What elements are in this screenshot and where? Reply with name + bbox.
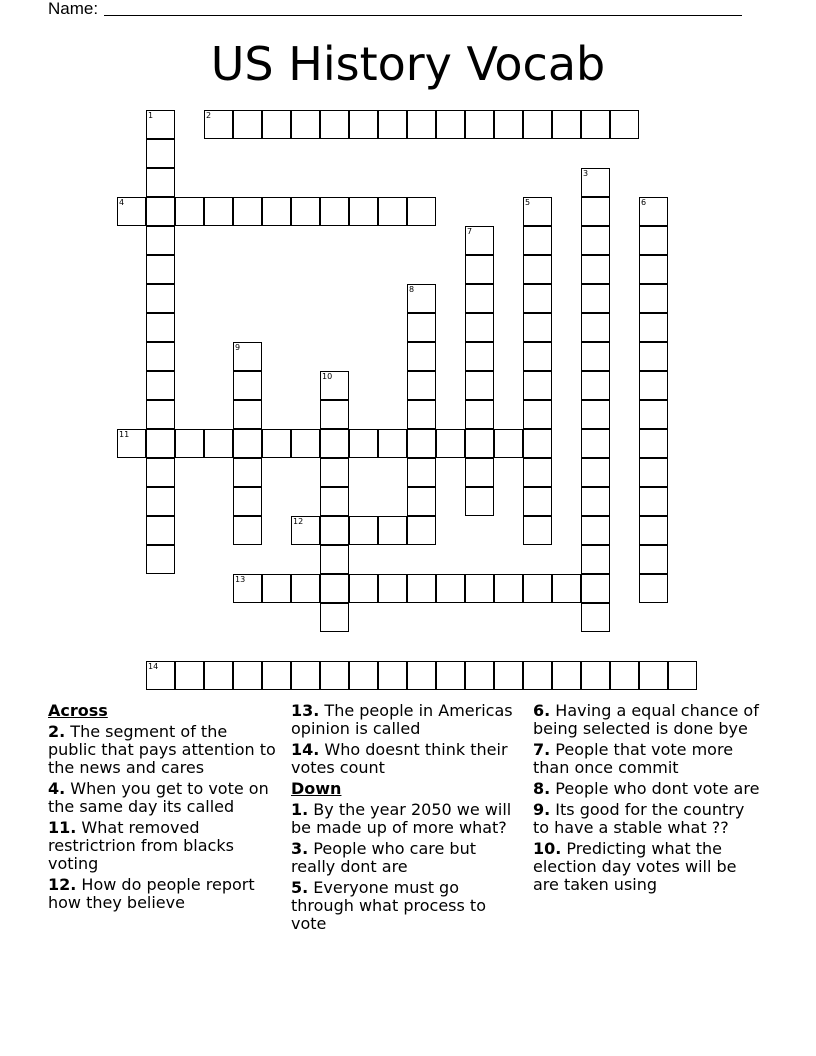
grid-cell[interactable] (349, 110, 378, 139)
grid-cell[interactable] (291, 197, 320, 226)
grid-cell[interactable] (610, 661, 639, 690)
grid-cell[interactable] (146, 197, 175, 226)
grid-cell[interactable] (581, 603, 610, 632)
grid-cell[interactable] (523, 458, 552, 487)
grid-cell[interactable] (581, 197, 610, 226)
clue-down-6: 6. Having a equal chance of being selected is done bye (533, 701, 759, 738)
grid-cell[interactable] (494, 574, 523, 603)
grid-cell[interactable] (349, 429, 378, 458)
clue-across-12: 12. How do people report how they believe (48, 875, 255, 912)
clue-number: 14 (148, 662, 159, 671)
grid-cell[interactable] (465, 226, 494, 255)
grid-cell[interactable] (639, 545, 668, 574)
grid-cell[interactable] (465, 110, 494, 139)
grid-cell[interactable] (117, 429, 146, 458)
grid-cell[interactable] (465, 400, 494, 429)
grid-cell[interactable] (378, 574, 407, 603)
grid-cell[interactable] (407, 342, 436, 371)
grid-cell[interactable] (407, 371, 436, 400)
grid-cell[interactable] (465, 661, 494, 690)
clue-number: 2 (206, 111, 212, 120)
grid-cell[interactable] (175, 429, 204, 458)
clue-number: 6 (641, 198, 647, 207)
clue-across-4: 4. When you get to vote on the same day its called (48, 779, 269, 816)
grid-cell[interactable] (320, 371, 349, 400)
grid-cell[interactable] (146, 429, 175, 458)
grid-cell[interactable] (291, 110, 320, 139)
grid-cell[interactable] (378, 110, 407, 139)
grid-cell[interactable] (349, 574, 378, 603)
grid-cell[interactable] (407, 516, 436, 545)
grid-cell[interactable] (581, 168, 610, 197)
grid-cell[interactable] (407, 487, 436, 516)
grid-cell[interactable] (146, 487, 175, 516)
grid-cell[interactable] (233, 516, 262, 545)
grid-cell[interactable] (465, 574, 494, 603)
grid-cell[interactable] (262, 110, 291, 139)
grid-cell[interactable] (581, 487, 610, 516)
grid-cell[interactable] (204, 429, 233, 458)
grid-cell[interactable] (581, 313, 610, 342)
grid-cell[interactable] (581, 516, 610, 545)
clue-down-10: 10. Predicting what the election day votes will be are taken using (533, 839, 737, 894)
grid-cell[interactable] (320, 603, 349, 632)
clue-down-7: 7. People that vote more than once commit (533, 740, 734, 777)
grid-cell[interactable] (117, 197, 146, 226)
grid-cell[interactable] (523, 197, 552, 226)
clue-number: 10 (322, 372, 333, 381)
grid-cell[interactable] (320, 516, 349, 545)
grid-cell[interactable] (552, 661, 581, 690)
grid-cell[interactable] (581, 342, 610, 371)
grid-cell[interactable] (465, 255, 494, 284)
grid-cell[interactable] (407, 284, 436, 313)
grid-cell[interactable] (639, 429, 668, 458)
grid-cell[interactable] (146, 661, 175, 690)
down-heading: Down (291, 779, 342, 798)
grid-cell[interactable] (639, 197, 668, 226)
grid-cell[interactable] (639, 458, 668, 487)
grid-cell[interactable] (146, 110, 175, 139)
grid-cell[interactable] (378, 661, 407, 690)
grid-cell[interactable] (204, 661, 233, 690)
grid-cell[interactable] (581, 255, 610, 284)
clue-column-2 (291, 702, 523, 936)
grid-cell[interactable] (639, 284, 668, 313)
clue-down-8: 8. People who dont vote are (533, 779, 760, 798)
clue-number: 4 (119, 198, 125, 207)
grid-cell[interactable] (320, 574, 349, 603)
grid-cell[interactable] (146, 168, 175, 197)
grid-cell[interactable] (233, 487, 262, 516)
grid-cell[interactable] (175, 661, 204, 690)
grid-cell[interactable] (581, 284, 610, 313)
clue-number: 8 (409, 285, 415, 294)
grid-cell[interactable] (523, 110, 552, 139)
grid-cell[interactable] (407, 313, 436, 342)
clue-number: 12 (293, 517, 304, 526)
grid-cell[interactable] (378, 429, 407, 458)
grid-cell[interactable] (146, 139, 175, 168)
grid-cell[interactable] (233, 197, 262, 226)
grid-cell[interactable] (581, 661, 610, 690)
grid-cell[interactable] (581, 110, 610, 139)
grid-cell[interactable] (233, 661, 262, 690)
grid-cell[interactable] (204, 197, 233, 226)
page-title: US History Vocab (210, 37, 606, 91)
grid-cell[interactable] (146, 313, 175, 342)
grid-cell[interactable] (262, 574, 291, 603)
grid-cell[interactable] (146, 458, 175, 487)
grid-cell[interactable] (552, 110, 581, 139)
clue-number: 1 (148, 111, 154, 120)
grid-cell[interactable] (291, 661, 320, 690)
grid-cell[interactable] (639, 516, 668, 545)
grid-cell[interactable] (494, 110, 523, 139)
grid-cell[interactable] (407, 197, 436, 226)
grid-cell[interactable] (320, 400, 349, 429)
grid-cell[interactable] (639, 342, 668, 371)
grid-cell[interactable] (523, 516, 552, 545)
clue-across-14: 14. Who doesnt think their votes count (291, 740, 508, 777)
clue-number: 5 (525, 198, 531, 207)
grid-cell[interactable] (291, 574, 320, 603)
grid-cell[interactable] (233, 110, 262, 139)
grid-cell[interactable] (610, 110, 639, 139)
grid-cell[interactable] (349, 516, 378, 545)
grid-cell[interactable] (146, 400, 175, 429)
grid-cell[interactable] (407, 429, 436, 458)
grid-cell[interactable] (349, 197, 378, 226)
grid-cell[interactable] (523, 661, 552, 690)
clue-down-1: 1. By the year 2050 we will be made up of more what? (291, 800, 512, 837)
grid-cell[interactable] (436, 574, 465, 603)
clue-column-1 (48, 702, 280, 915)
across-heading: Across (48, 701, 108, 720)
grid-cell[interactable] (494, 661, 523, 690)
grid-cell[interactable] (233, 342, 262, 371)
grid-cell[interactable] (581, 545, 610, 574)
grid-cell[interactable] (233, 458, 262, 487)
grid-cell[interactable] (320, 487, 349, 516)
grid-cell[interactable] (262, 429, 291, 458)
grid-cell[interactable] (320, 197, 349, 226)
grid-cell[interactable] (523, 226, 552, 255)
clue-across-2: 2. The segment of the public that pays attention to the news and cares (48, 722, 276, 777)
grid-cell[interactable] (581, 574, 610, 603)
grid-cell[interactable] (523, 400, 552, 429)
clue-number: 11 (119, 430, 130, 439)
grid-cell[interactable] (407, 110, 436, 139)
grid-cell[interactable] (639, 487, 668, 516)
grid-cell[interactable] (639, 255, 668, 284)
grid-cell[interactable] (320, 429, 349, 458)
grid-cell[interactable] (378, 516, 407, 545)
grid-cell[interactable] (639, 400, 668, 429)
grid-cell[interactable] (262, 197, 291, 226)
grid-cell[interactable] (320, 458, 349, 487)
grid-cell[interactable] (146, 545, 175, 574)
grid-cell[interactable] (581, 429, 610, 458)
grid-cell[interactable] (581, 400, 610, 429)
grid-cell[interactable] (233, 429, 262, 458)
clue-across-11: 11. What removed restrictrion from blacks voting (48, 818, 234, 873)
grid-cell[interactable] (233, 574, 262, 603)
grid-cell[interactable] (436, 429, 465, 458)
grid-cell[interactable] (378, 197, 407, 226)
grid-cell[interactable] (668, 661, 697, 690)
grid-cell[interactable] (233, 400, 262, 429)
grid-cell[interactable] (465, 371, 494, 400)
grid-cell[interactable] (465, 342, 494, 371)
grid-cell[interactable] (175, 197, 204, 226)
clue-number: 9 (235, 343, 241, 352)
grid-cell[interactable] (407, 574, 436, 603)
grid-cell[interactable] (523, 574, 552, 603)
grid-cell[interactable] (465, 458, 494, 487)
grid-cell[interactable] (523, 429, 552, 458)
clue-number: 13 (235, 575, 246, 584)
grid-cell[interactable] (349, 661, 378, 690)
grid-cell[interactable] (436, 110, 465, 139)
grid-cell[interactable] (639, 313, 668, 342)
grid-cell[interactable] (581, 458, 610, 487)
clue-down-3: 3. People who care but really dont are (291, 839, 476, 876)
grid-cell[interactable] (146, 255, 175, 284)
grid-cell[interactable] (639, 661, 668, 690)
grid-cell[interactable] (581, 226, 610, 255)
grid-cell[interactable] (523, 487, 552, 516)
grid-cell[interactable] (639, 226, 668, 255)
grid-cell[interactable] (465, 313, 494, 342)
grid-cell[interactable] (146, 516, 175, 545)
grid-cell[interactable] (146, 226, 175, 255)
clue-number: 7 (467, 227, 473, 236)
clue-down-5: 5. Everyone must go through what process to vote (291, 878, 486, 933)
grid-cell[interactable] (146, 284, 175, 313)
grid-cell[interactable] (436, 661, 465, 690)
grid-cell[interactable] (146, 371, 175, 400)
grid-cell[interactable] (320, 110, 349, 139)
grid-cell[interactable] (552, 574, 581, 603)
grid-cell[interactable] (523, 342, 552, 371)
grid-cell[interactable] (407, 458, 436, 487)
grid-cell[interactable] (465, 284, 494, 313)
grid-cell[interactable] (233, 371, 262, 400)
grid-cell[interactable] (320, 545, 349, 574)
name-label: Name: (48, 0, 99, 18)
grid-cell[interactable] (639, 371, 668, 400)
grid-cell[interactable] (581, 371, 610, 400)
grid-cell[interactable] (523, 313, 552, 342)
grid-cell[interactable] (523, 371, 552, 400)
clue-down-9: 9. Its good for the country to have a stable what ?? (533, 800, 745, 837)
grid-cell[interactable] (465, 487, 494, 516)
clue-across-13: 13. The people in Americas opinion is called (291, 701, 513, 738)
grid-cell[interactable] (291, 516, 320, 545)
grid-cell[interactable] (204, 110, 233, 139)
grid-cell[interactable] (523, 284, 552, 313)
grid-cell[interactable] (639, 574, 668, 603)
clue-column-3 (533, 702, 765, 897)
grid-cell[interactable] (407, 400, 436, 429)
grid-cell[interactable] (262, 661, 291, 690)
grid-cell[interactable] (291, 429, 320, 458)
grid-cell[interactable] (494, 429, 523, 458)
grid-cell[interactable] (523, 255, 552, 284)
grid-cell[interactable] (407, 661, 436, 690)
grid-cell[interactable] (465, 429, 494, 458)
grid-cell[interactable] (320, 661, 349, 690)
clue-number: 3 (583, 169, 589, 178)
grid-cell[interactable] (146, 342, 175, 371)
